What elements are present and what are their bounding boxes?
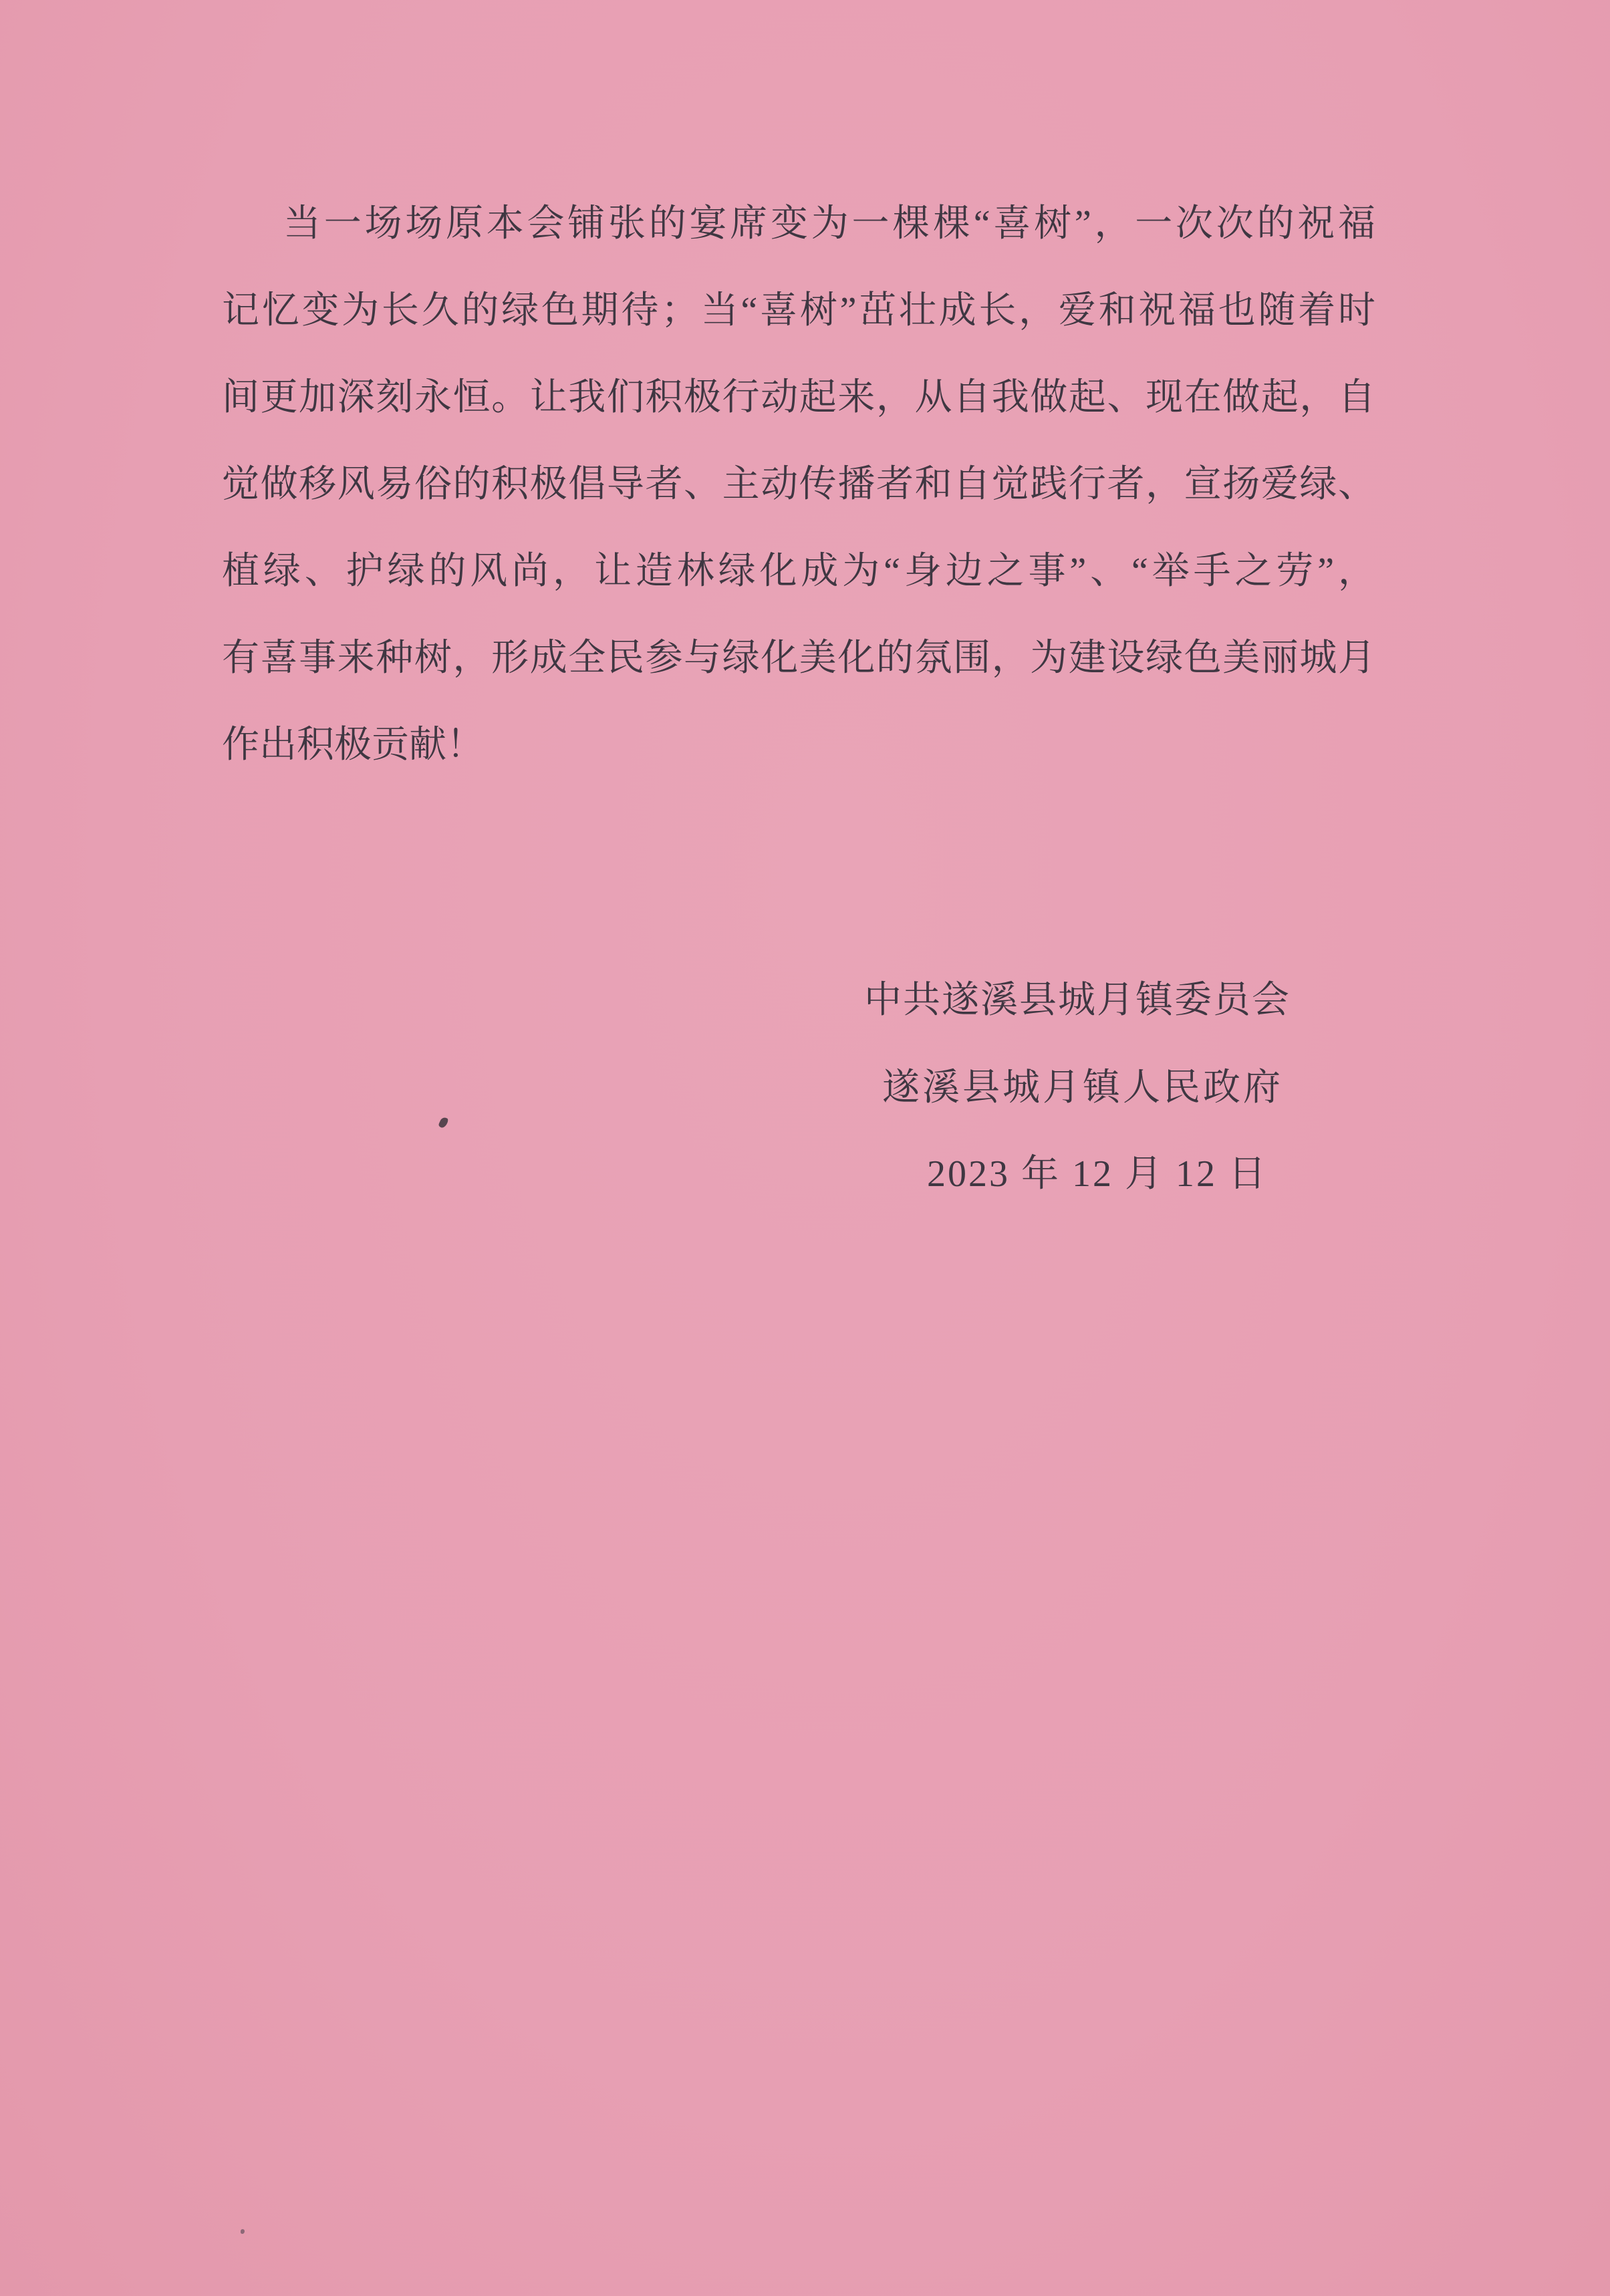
signature-date: 2023 年 12 月 12 日 — [927, 1153, 1268, 1195]
letter-body-line: 作出积极贡献！ — [222, 724, 484, 766]
letter-body-line: 间更加深刻永恒。让我们积极行动起来，从自我做起、现在做起，自 — [222, 377, 1375, 418]
letter-body-line: 植绿、护绿的风尚，让造林绿化成为“身边之事”、“举手之劳”， — [222, 551, 1375, 592]
signature-party-committee: 中共遂溪县城月镇委员会 — [864, 980, 1291, 1021]
letter-body-paragraph — [222, 180, 1375, 788]
signature-government: 遂溪县城月镇人民政府 — [882, 1067, 1283, 1109]
letter-body-line: 当一场场原本会铺张的宴席变为一棵棵“喜树”，一次次的祝福 — [283, 203, 1375, 245]
letter-body-line: 记忆变为长久的绿色期待；当“喜树”茁壮成长，爱和祝福也随着时 — [222, 290, 1375, 331]
dust-speck-mark — [241, 2229, 245, 2234]
ink-smudge-mark — [438, 1116, 449, 1129]
letter-body-line: 觉做移风易俗的积极倡导者、主动传播者和自觉践行者，宣扬爱绿、 — [222, 464, 1375, 505]
letter-body-line: 有喜事来种树，形成全民参与绿化美化的氛围，为建设绿色美丽城月 — [222, 637, 1375, 679]
